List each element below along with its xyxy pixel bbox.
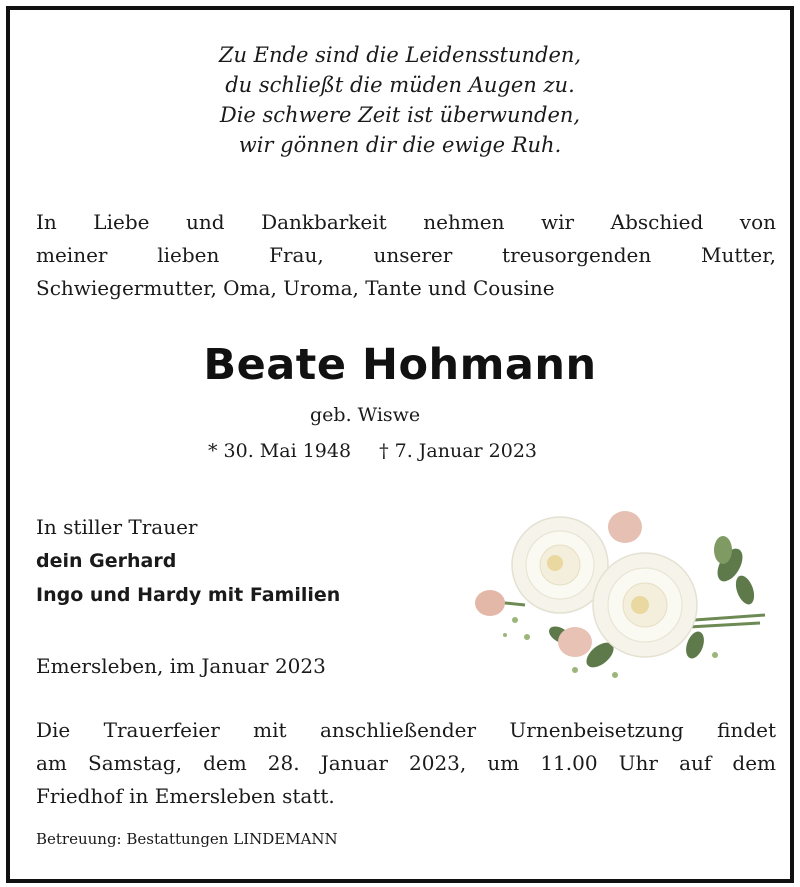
funeral-line: Die Trauerfeier mit anschließender Urnenbeisetzung findet bbox=[36, 718, 776, 742]
maiden-name: geb. Wiswe bbox=[310, 404, 421, 426]
mourner-line: Ingo und Hardy mit Familien bbox=[36, 584, 341, 606]
birth-date: * 30. Mai 1948 bbox=[208, 440, 352, 462]
obituary-frame bbox=[6, 6, 794, 883]
mourners-intro: In stiller Trauer bbox=[36, 515, 198, 539]
poem-line: wir gönnen dir die ewige Ruh. bbox=[238, 133, 562, 157]
funeral-line: am Samstag, dem 28. Januar 2023, um 11.00 Uhr auf dem bbox=[36, 751, 776, 775]
poem bbox=[10, 40, 790, 160]
intro-line: Schwiegermutter, Oma, Uroma, Tante und Cousine bbox=[36, 276, 555, 300]
poem-line: Die schwere Zeit ist überwunden, bbox=[219, 103, 581, 127]
mourner-line: dein Gerhard bbox=[36, 550, 177, 572]
funeral-home: Betreuung: Bestattungen LINDEMANN bbox=[36, 830, 338, 848]
poem-line: Zu Ende sind die Leidensstunden, bbox=[218, 43, 582, 67]
mourners bbox=[36, 510, 340, 612]
poem-line: du schließt die müden Augen zu. bbox=[225, 73, 575, 97]
white-roses-image bbox=[465, 505, 785, 680]
place-date: Emersleben, im Januar 2023 bbox=[36, 654, 326, 678]
funeral-info bbox=[36, 714, 776, 813]
intro-line: In Liebe und Dankbarkeit nehmen wir Abschied von bbox=[36, 210, 776, 234]
intro-text bbox=[36, 206, 776, 305]
life-dates bbox=[208, 440, 537, 462]
funeral-line: Friedhof in Emersleben statt. bbox=[36, 784, 335, 808]
intro-line: meiner lieben Frau, unserer treusorgenden Mutter, bbox=[36, 243, 776, 267]
deceased-name: Beate Hohmann bbox=[203, 340, 597, 390]
death-date: † 7. Januar 2023 bbox=[379, 440, 537, 462]
